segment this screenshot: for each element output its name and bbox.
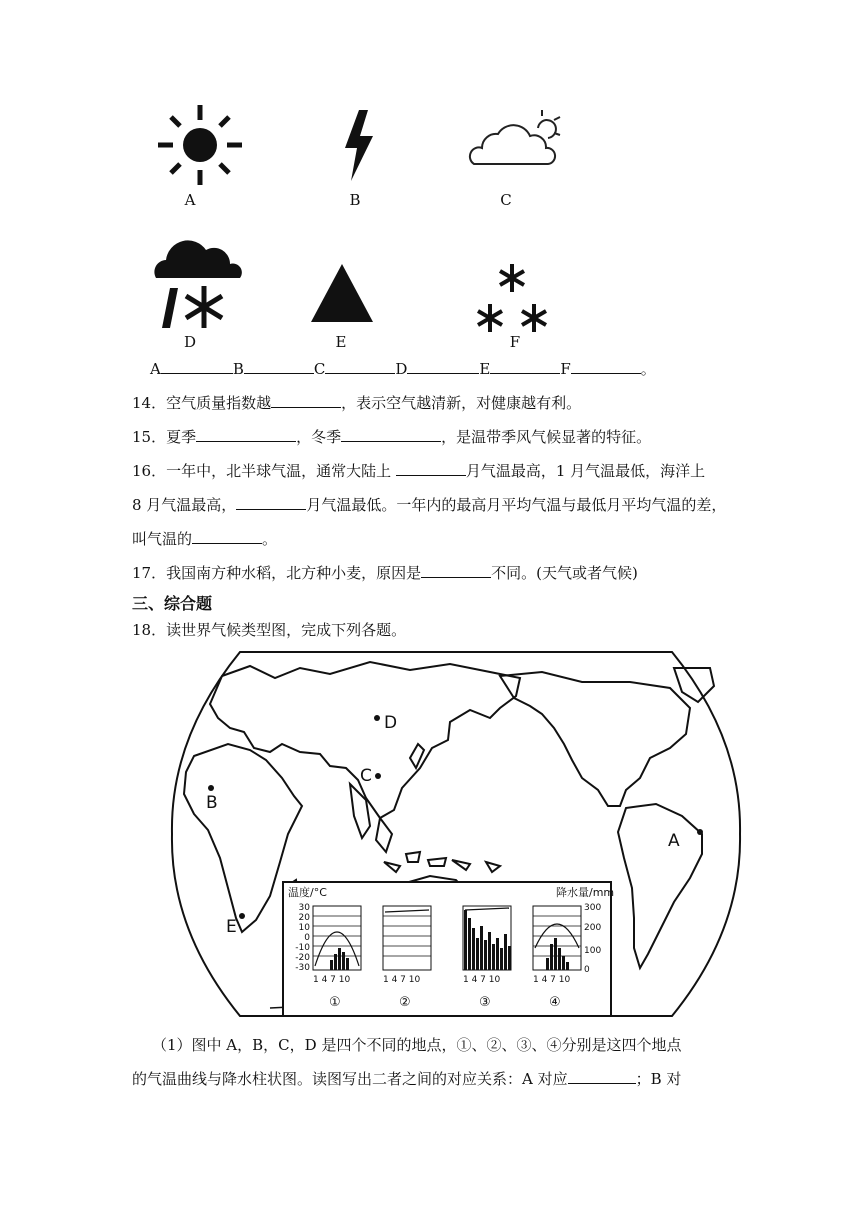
answer-label-d: D <box>395 360 408 378</box>
point-a-label: A <box>668 831 680 851</box>
point-c-dot <box>375 773 381 779</box>
temp-tick: -20 <box>295 953 310 963</box>
question-16-line-1 <box>132 461 705 481</box>
question-15-text: 15．夏季 <box>132 428 197 446</box>
symbol-answer-row <box>150 359 656 379</box>
question-16-blank-1[interactable] <box>396 461 466 476</box>
precip-tick: 100 <box>584 946 602 956</box>
question-16-text-5: 叫气温的 <box>132 530 193 548</box>
chart-number-3: ③ <box>479 995 491 1010</box>
point-e-dot <box>239 913 245 919</box>
question-18-1-line-1: （1）图中 A，B，C，D 是四个不同的地点，①、②、③、④分别是这四个地点 <box>152 1036 682 1054</box>
temp-tick: -30 <box>295 963 310 973</box>
weather-symbols <box>0 0 860 360</box>
question-16-blank-2[interactable] <box>236 495 306 510</box>
question-18: 18．读世界气候类型图，完成下列各题。 <box>132 621 407 639</box>
chart-number-1: ① <box>329 995 341 1010</box>
answer-label-a: A <box>150 360 161 378</box>
question-15-text-end: ，是温带季风气候显著的特征。 <box>441 428 652 446</box>
month-ticks-3: 1 4 7 10 <box>463 975 501 985</box>
answer-blank-c[interactable] <box>325 359 395 374</box>
symbol-label-e: E <box>335 333 347 351</box>
climate-charts-inset <box>283 882 614 1016</box>
month-ticks-2: 1 4 7 10 <box>383 975 421 985</box>
symbol-label-c: C <box>500 191 512 209</box>
answer-blank-b[interactable] <box>244 359 314 374</box>
sun-icon <box>155 103 245 188</box>
question-18-1-text: 的气温曲线与降水柱状图。读图写出二者之间的对应关系：A 对应 <box>132 1070 568 1088</box>
question-17 <box>132 563 638 583</box>
point-e-label: E <box>226 917 237 937</box>
question-16-text: 16．一年中，北半球气温，通常大陆上 <box>132 462 396 480</box>
question-15-text-mid: ，冬季 <box>296 428 342 446</box>
question-14 <box>132 393 581 413</box>
precip-tick: 300 <box>584 903 602 913</box>
section-heading: 三、综合题 <box>132 594 213 613</box>
question-16-line-2 <box>132 495 726 515</box>
precip-tick: 0 <box>584 965 590 975</box>
question-17-text-end: 不同。(天气或者气候) <box>491 564 638 582</box>
point-c-label: C <box>360 766 372 786</box>
precipitation-axis-label: 降水量/mm <box>556 886 615 899</box>
answer-blank-d[interactable] <box>407 359 479 374</box>
point-d-label: D <box>384 713 398 733</box>
chart-number-4: ④ <box>549 995 561 1010</box>
symbol-label-d: D <box>183 333 197 351</box>
symbol-label-f: F <box>509 333 521 351</box>
question-15-blank-summer[interactable] <box>196 427 296 442</box>
lightning-icon <box>335 108 380 183</box>
symbol-label-b: B <box>349 191 361 209</box>
question-18-1-blank-a[interactable] <box>568 1069 636 1084</box>
temp-tick: 30 <box>298 903 310 913</box>
answer-label-e: E <box>479 360 491 378</box>
world-climate-map <box>170 648 742 1020</box>
precip-tick: 200 <box>584 923 602 933</box>
question-16-line-3 <box>132 529 277 549</box>
question-16-text-6: 。 <box>262 530 278 548</box>
temp-tick: 0 <box>304 933 310 943</box>
question-16-text-2: 月气温最高，1 月气温最低，海洋上 <box>465 462 706 480</box>
question-16-blank-3[interactable] <box>192 529 262 544</box>
temp-tick: 20 <box>298 913 310 923</box>
question-16-text-3: 8 月气温最高， <box>132 496 237 514</box>
point-b-label: B <box>206 793 218 813</box>
chart-number-2: ② <box>399 995 411 1010</box>
question-16-text-4: 月气温最低。一年内的最高月平均气温与最低月平均气温的差， <box>306 496 727 514</box>
question-14-text-end: ，表示空气越清新，对健康越有利。 <box>341 394 582 412</box>
question-18-1-text-end: ；B 对 <box>635 1070 682 1088</box>
month-ticks-4: 1 4 7 10 <box>533 975 571 985</box>
sleet-icon <box>150 238 245 333</box>
answer-label-f: F <box>560 360 571 378</box>
temperature-axis-label: 温度/°C <box>288 886 327 899</box>
answer-blank-f[interactable] <box>571 359 641 374</box>
month-ticks-1: 1 4 7 10 <box>313 975 351 985</box>
answer-blank-e[interactable] <box>490 359 560 374</box>
point-d-dot <box>374 715 380 721</box>
temp-tick: -10 <box>295 943 310 953</box>
point-b-dot <box>208 785 214 791</box>
partly-cloudy-icon <box>468 106 563 171</box>
question-15 <box>132 427 651 447</box>
triangle-icon <box>310 262 375 324</box>
question-17-blank[interactable] <box>421 563 491 578</box>
answer-label-b: B <box>232 360 244 378</box>
answer-label-c: C <box>313 360 326 378</box>
snowflakes-icon <box>470 260 555 340</box>
answer-blank-a[interactable] <box>161 359 233 374</box>
question-14-blank[interactable] <box>271 393 341 408</box>
question-17-text: 17．我国南方种水稻，北方种小麦，原因是 <box>132 564 422 582</box>
answer-row-end: 。 <box>640 360 656 378</box>
question-14-text: 14．空气质量指数越 <box>132 394 272 412</box>
symbol-label-a: A <box>184 191 196 209</box>
question-18-1-line-2 <box>132 1069 681 1089</box>
point-a-dot <box>697 829 703 835</box>
temp-tick: 10 <box>298 923 310 933</box>
question-15-blank-winter[interactable] <box>341 427 441 442</box>
